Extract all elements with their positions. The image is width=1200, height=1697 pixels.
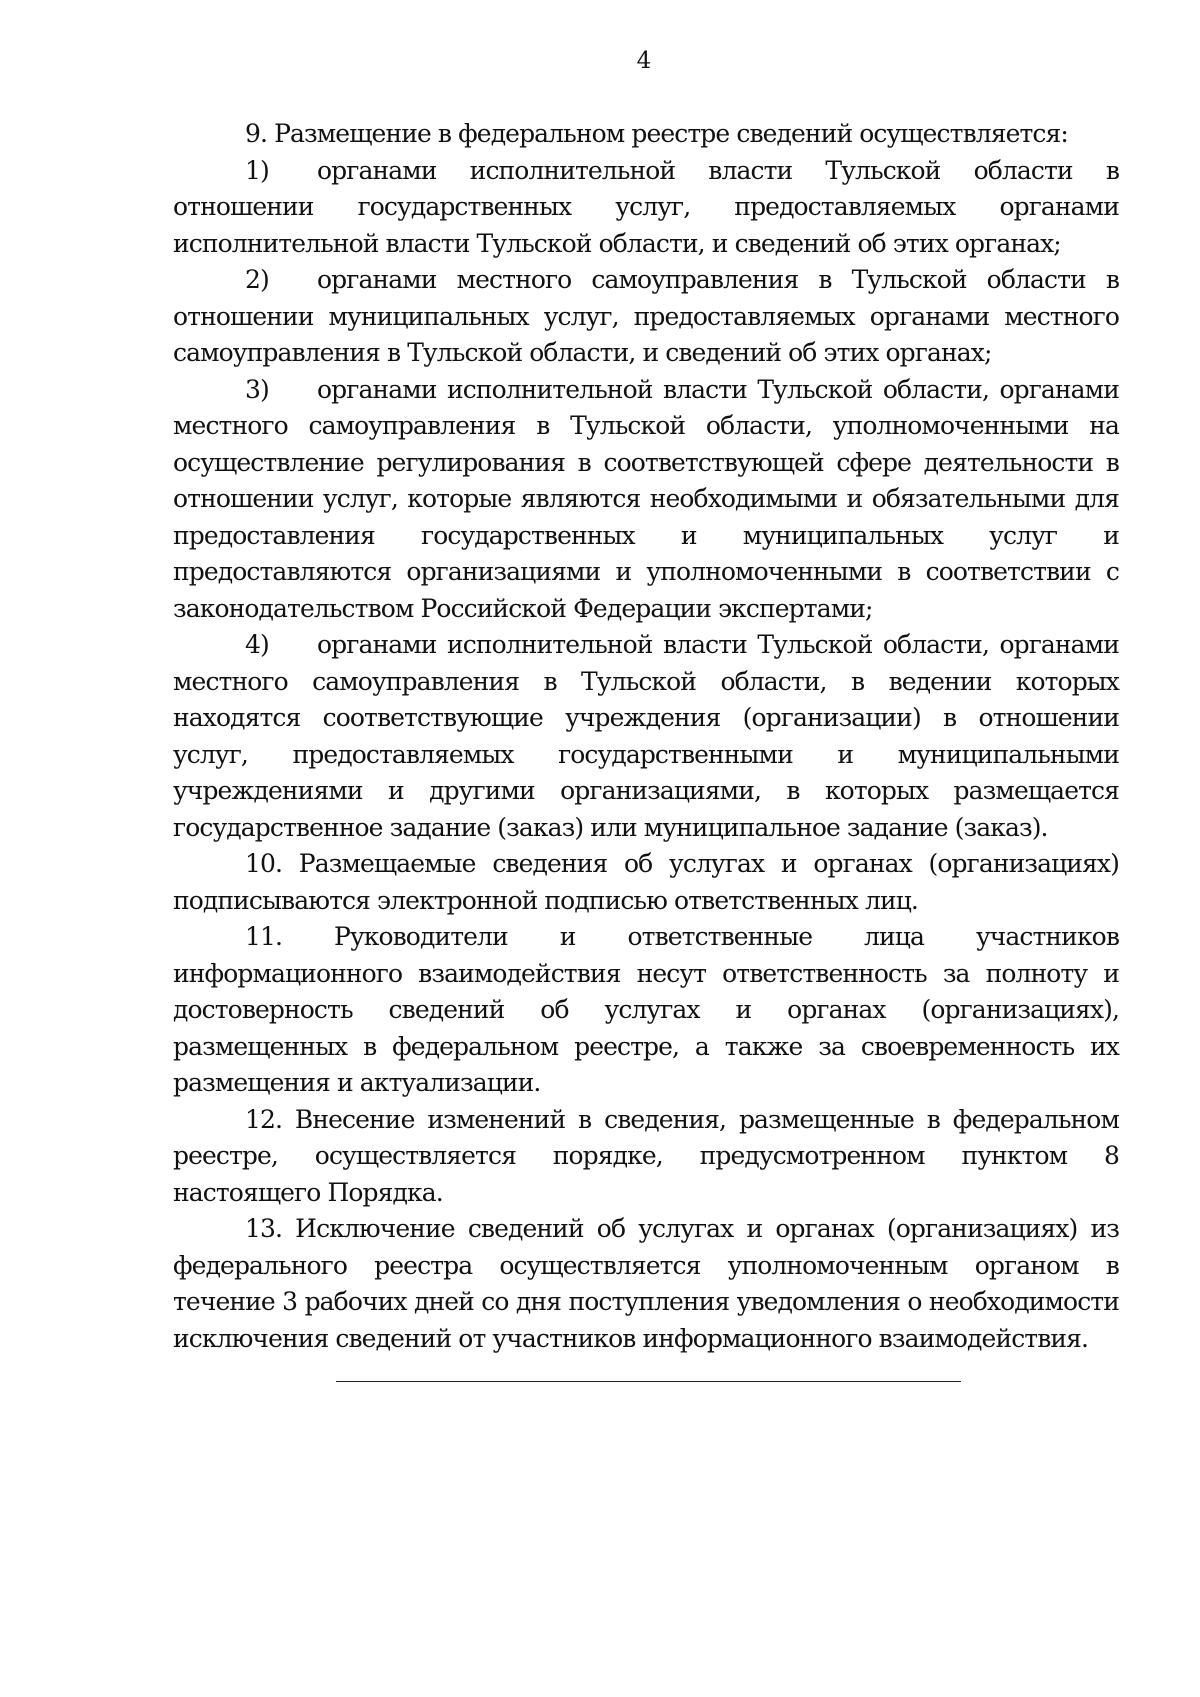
list-item-text: органами местного самоуправления в Тульской области в отношении муниципальных услуг, предоставляемых органами местного самоуправления в Тульской области, и сведений об этих органах;: [173, 265, 1119, 367]
end-of-document-divider: [336, 1381, 961, 1382]
list-item-number: 4): [245, 630, 269, 659]
paragraph-12: 12. Внесение изменений в сведения, размещенные в федеральном реестре, осуществляется порядке, предусмотренном пунктом 8 настоящего Порядка.: [173, 1104, 1119, 1207]
paragraph-11: 11. Руководители и ответственные лица участников информационного взаимодействия несут ответственность за полноту и достоверность сведений об услугах и органах (организациях), размещенных в федеральном реестре, а также за своевременность их размещения и актуализации.: [173, 922, 1119, 1097]
list-item-2: [173, 262, 1119, 372]
document-body: [173, 116, 1119, 1357]
list-item-text: органами исполнительной власти Тульской области, органами местного самоуправления в Тульской области, в ведении которых находятся соответствующие учреждения (организации) в отношении услуг, предоставляемых государственными и муниципальными учреждениями и другими организациями, в которых размещается государственное задание (заказ) или муниципальное задание (заказ).: [173, 630, 1119, 842]
paragraph-10: 10. Размещаемые сведения об услугах и органах (организациях) подписываются электронной подписью ответственных лиц.: [173, 849, 1119, 915]
paragraph-13: 13. Исключение сведений об услугах и органах (организациях) из федерального реестра осуществляется уполномоченным органом в течение 3 рабочих дней со дня поступления уведомления о необходимости исключения сведений от участников информационного взаимодействия.: [173, 1214, 1119, 1353]
list-item-number: 2): [245, 265, 269, 294]
paragraph-9: 9. Размещение в федеральном реестре сведений осуществляется:: [245, 119, 1068, 148]
list-item-4: [173, 627, 1119, 846]
list-item-text: органами исполнительной власти Тульской области, органами местного самоуправления в Тульской области, уполномоченными на осуществление регулирования в соответствующей сфере деятельности в отношении услуг, которые являются необходимыми и обязательными для предоставления государственных и муниципальных услуг и предоставляются организациями и уполномоченными в соответствии с законодательством Российской Федерации экспертами;: [173, 374, 1119, 623]
list-item-1: [173, 153, 1119, 263]
page-number: 4: [636, 48, 652, 74]
list-item-3: [173, 372, 1119, 628]
list-item-number: 3): [245, 374, 269, 404]
list-item-text: органами исполнительной власти Тульской области в отношении государственных услуг, предоставляемых органами исполнительной власти Тульской области, и сведений об этих органах;: [173, 155, 1119, 258]
list-item-number: 1): [245, 155, 269, 185]
